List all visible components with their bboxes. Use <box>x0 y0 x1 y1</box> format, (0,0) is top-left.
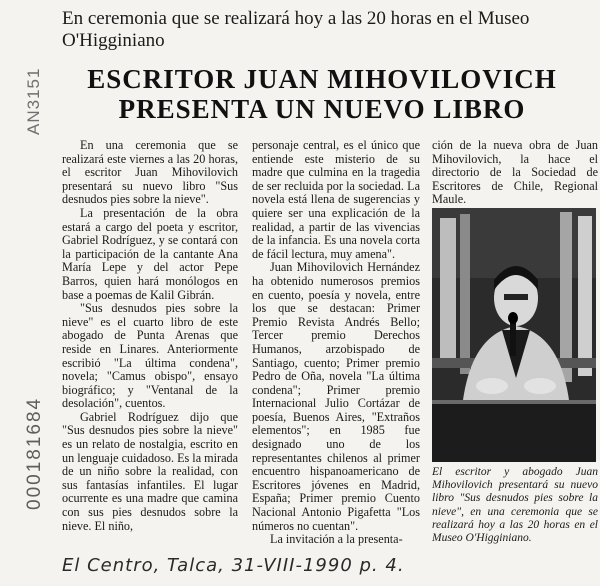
archive-stamp-code: AN3151 <box>24 67 43 135</box>
author-photo <box>432 208 596 462</box>
headline-line-1: ESCRITOR JUAN MIHOVILOVICH <box>87 64 557 94</box>
author-photo-image <box>432 208 596 462</box>
paragraph: ción de la nueva obra de Juan Mihovilovich, la hace el directorio de la Sociedad de Escritores de Chile, Regional Maule. <box>432 138 598 207</box>
paragraph: La presentación de la obra estará a cargo del poeta y escritor, Gabriel Rodríguez, y se contará con la participación de la cantante Ana María Lepe y del actor Pepe Barros, quien hará monólogos en base a poemas de Kalil Gibrán. <box>62 205 238 302</box>
article-column-2 <box>252 139 420 547</box>
archive-number: 000181684 <box>24 396 45 510</box>
handwritten-source-note: El Centro, Talca, 31-VIII-1990 p. 4. <box>62 555 405 576</box>
archive-number-stamp <box>2 365 45 525</box>
photo-caption: El escritor y abogado Juan Mihovilovich presentará su nuevo libro "Sus desnudos pies sobre la nieve", en una ceremonia que se realizará hoy a las 20 horas en el Museo O'Higginiano. <box>432 466 598 545</box>
paragraph: personaje central, es el único que entiende este misterio de su madre que culmina en la tragedia de ser recluida por la sociedad. La novela está llena de sugerencias y quiere ser una explicación de la realidad, a partir de las vivencias de la infancia. Es una novela corta de fácil lectura, muy amena". <box>252 138 420 261</box>
paragraph: "Sus desnudos pies sobre la nieve" es el cuarto libro de este abogado de Punta Arenas que reside en Linares. Anteriormente escribió "La última condena", novela; "Camus obispo", ensayo biográfico; y "Ventanal de la desolación", cuentos. <box>62 301 238 411</box>
article-column-1 <box>62 139 238 533</box>
archive-stamp <box>2 55 43 135</box>
paragraph: Juan Mihovilovich Hernández ha obtenido numerosos premios en cuento, poesía y novela, entre los que se destacan: Primer Premio Revista Andrés Bello; Tercer premio Derechos Humanos, arzobispado de Santiago, cuento; Primer premio Pedro de Oña, novela "La última condena"; Primer premio Internacional Julio Cortázar de poesía, Buenos Aires, "Extraños elementos"; en 1985 fue designado uno de los representantes chilenos al primer encuentro hispanoamericano de Escritores jóvenes en Madrid, España; Primer premio Cuento Nacional Antonio Pigafetta "Los números no cuentan". <box>252 260 420 533</box>
paragraph: En una ceremonia que se realizará este viernes a las 20 horas, el escritor Juan Mihovilovich presentará su nuevo libro "Sus desnudos pies sobre la nieve". <box>62 138 238 207</box>
paragraph: Gabriel Rodríguez dijo que "Sus desnudos pies sobre la nieve" es un relato de nostalgia, escrito en un lenguaje cuidadoso. Es la mirada de un niño sobre la realidad, con sus fantasías infantiles. El lugar ocurrente es una madre que camina con sus pies desnudos sobre la nieve. El niño, <box>62 409 238 533</box>
headline-line-2: PRESENTA UN NUEVO LIBRO <box>118 94 526 124</box>
article-headline <box>62 64 582 124</box>
article-column-3 <box>432 139 598 207</box>
paragraph: La invitación a la presenta- <box>270 532 403 547</box>
article-kicker: En ceremonia que se realizará hoy a las 20 horas en el Museo O'Higginiano <box>62 8 530 51</box>
